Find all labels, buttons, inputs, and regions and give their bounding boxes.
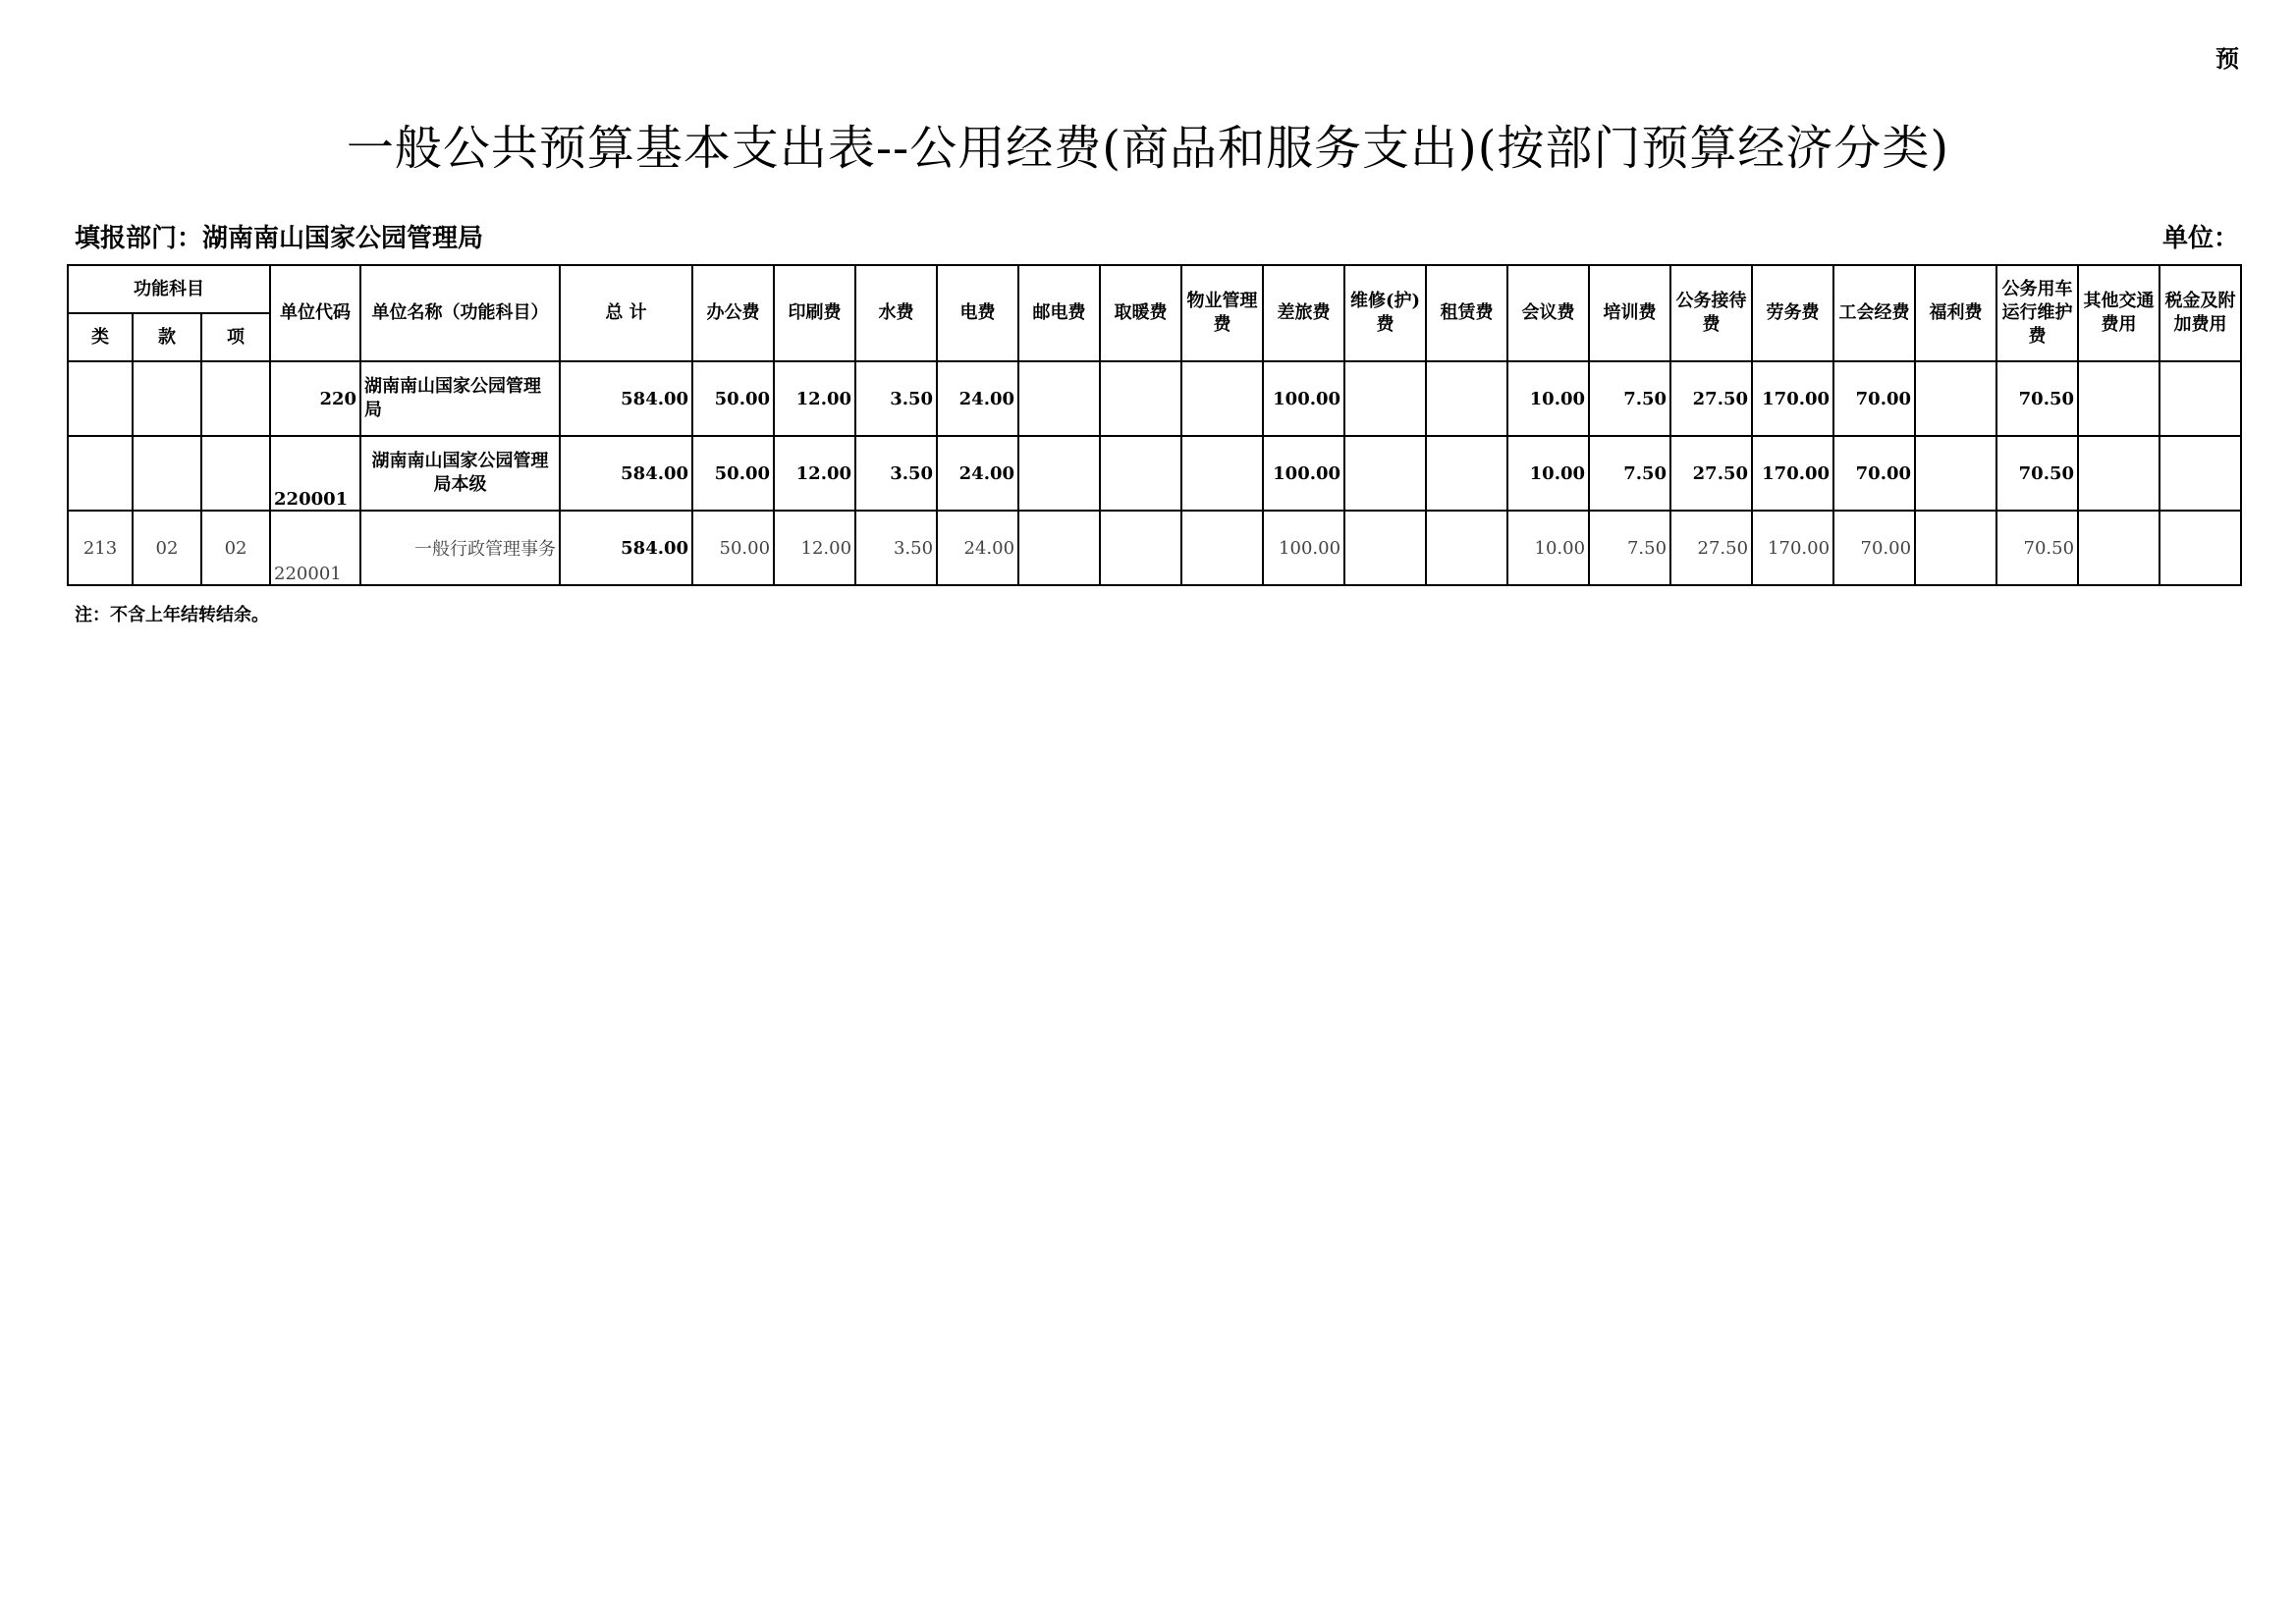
value-cell: [1018, 436, 1100, 511]
value-cell: 10.00: [1507, 436, 1589, 511]
value-cell: 50.00: [692, 361, 774, 436]
col-header: 印刷费: [774, 265, 855, 361]
col-header: 电费: [937, 265, 1018, 361]
value-cell: 3.50: [855, 361, 937, 436]
kuan-header: 款: [133, 313, 201, 361]
value-cell: 50.00: [692, 511, 774, 585]
value-cell: 24.00: [937, 436, 1018, 511]
lei-cell: [68, 436, 133, 511]
table-row: [68, 361, 2241, 436]
col-header: 取暖费: [1100, 265, 1181, 361]
value-cell: 7.50: [1589, 511, 1670, 585]
kuan-cell: [133, 436, 201, 511]
value-cell: [1018, 361, 1100, 436]
value-cell: [2078, 361, 2159, 436]
value-cell: [1018, 511, 1100, 585]
value-cell: [1181, 436, 1263, 511]
table-row: [68, 436, 2241, 511]
name-cell: 湖南南山国家公园管理局: [360, 361, 560, 436]
total-cell: 584.00: [560, 361, 692, 436]
func-group-header: 功能科目: [68, 265, 270, 313]
total-header: 总 计: [560, 265, 692, 361]
value-cell: 27.50: [1670, 436, 1752, 511]
code-cell: 220: [270, 361, 360, 436]
value-cell: 100.00: [1263, 511, 1344, 585]
total-cell: 584.00: [560, 436, 692, 511]
value-cell: 70.50: [1996, 361, 2078, 436]
col-header: 邮电费: [1018, 265, 1100, 361]
xiang-cell: 02: [201, 511, 270, 585]
value-cell: 70.00: [1833, 511, 1915, 585]
value-cell: 100.00: [1263, 361, 1344, 436]
value-cell: [1426, 436, 1507, 511]
page-title: 一般公共预算基本支出表--公用经费(商品和服务支出)(按部门预算经济分类): [346, 121, 1950, 176]
value-cell: [1344, 511, 1426, 585]
value-cell: 10.00: [1507, 361, 1589, 436]
value-cell: 24.00: [937, 361, 1018, 436]
col-header: 办公费: [692, 265, 774, 361]
name-cell: 湖南南山国家公园管理局本级: [360, 436, 560, 511]
value-cell: 7.50: [1589, 361, 1670, 436]
col-header: 培训费: [1589, 265, 1670, 361]
table-row: [68, 511, 2241, 585]
code-cell: 220001: [270, 436, 360, 511]
value-cell: 70.50: [1996, 511, 2078, 585]
value-cell: [1344, 436, 1426, 511]
value-cell: [1426, 511, 1507, 585]
lei-header: 类: [68, 313, 133, 361]
kuan-cell: 02: [133, 511, 201, 585]
value-cell: 12.00: [774, 361, 855, 436]
col-header: 维修(护)费: [1344, 265, 1426, 361]
col-header: 工会经费: [1833, 265, 1915, 361]
col-header: 劳务费: [1752, 265, 1833, 361]
footnote: 注：不含上年结转结余。: [75, 605, 269, 625]
value-cell: [1915, 361, 1996, 436]
xiang-cell: [201, 361, 270, 436]
col-header: 差旅费: [1263, 265, 1344, 361]
department-label: 填报部门：湖南南山国家公园管理局: [75, 224, 484, 253]
value-cell: [1100, 361, 1181, 436]
lei-cell: [68, 361, 133, 436]
unit-label: 单位：: [2161, 224, 2239, 253]
value-cell: 50.00: [692, 436, 774, 511]
value-cell: 170.00: [1752, 511, 1833, 585]
value-cell: 70.00: [1833, 361, 1915, 436]
value-cell: [1181, 361, 1263, 436]
col-header: 公务接待费: [1670, 265, 1752, 361]
value-cell: 12.00: [774, 511, 855, 585]
value-cell: [2159, 436, 2241, 511]
value-cell: [2078, 436, 2159, 511]
col-header: 物业管理费: [1181, 265, 1263, 361]
value-cell: [1915, 511, 1996, 585]
value-cell: [1344, 361, 1426, 436]
xiang-header: 项: [201, 313, 270, 361]
total-cell: 584.00: [560, 511, 692, 585]
value-cell: [2159, 361, 2241, 436]
value-cell: [1100, 511, 1181, 585]
col-header: 税金及附加费用: [2159, 265, 2241, 361]
col-header: 其他交通费用: [2078, 265, 2159, 361]
unit-name-header: 单位名称（功能科目）: [360, 265, 560, 361]
col-header: 会议费: [1507, 265, 1589, 361]
value-cell: [1100, 436, 1181, 511]
value-cell: [1181, 511, 1263, 585]
value-cell: 12.00: [774, 436, 855, 511]
xiang-cell: [201, 436, 270, 511]
budget-table: [67, 264, 2242, 586]
value-cell: 3.50: [855, 511, 937, 585]
col-header: 租赁费: [1426, 265, 1507, 361]
value-cell: 170.00: [1752, 436, 1833, 511]
col-header: 公务用车运行维护费: [1996, 265, 2078, 361]
value-cell: 3.50: [855, 436, 937, 511]
name-cell: 一般行政管理事务: [360, 511, 560, 585]
value-cell: 27.50: [1670, 361, 1752, 436]
value-cell: 10.00: [1507, 511, 1589, 585]
col-header: 水费: [855, 265, 937, 361]
lei-cell: 213: [68, 511, 133, 585]
value-cell: [1426, 361, 1507, 436]
code-cell: 220001: [270, 511, 360, 585]
value-cell: 27.50: [1670, 511, 1752, 585]
corner-label: 预: [2215, 44, 2239, 73]
value-cell: 7.50: [1589, 436, 1670, 511]
value-cell: [2078, 511, 2159, 585]
kuan-cell: [133, 361, 201, 436]
col-header: 福利费: [1915, 265, 1996, 361]
unit-code-header: 单位代码: [270, 265, 360, 361]
value-cell: [2159, 511, 2241, 585]
value-cell: 24.00: [937, 511, 1018, 585]
value-cell: 70.00: [1833, 436, 1915, 511]
value-cell: 70.50: [1996, 436, 2078, 511]
value-cell: 170.00: [1752, 361, 1833, 436]
value-cell: 100.00: [1263, 436, 1344, 511]
value-cell: [1915, 436, 1996, 511]
